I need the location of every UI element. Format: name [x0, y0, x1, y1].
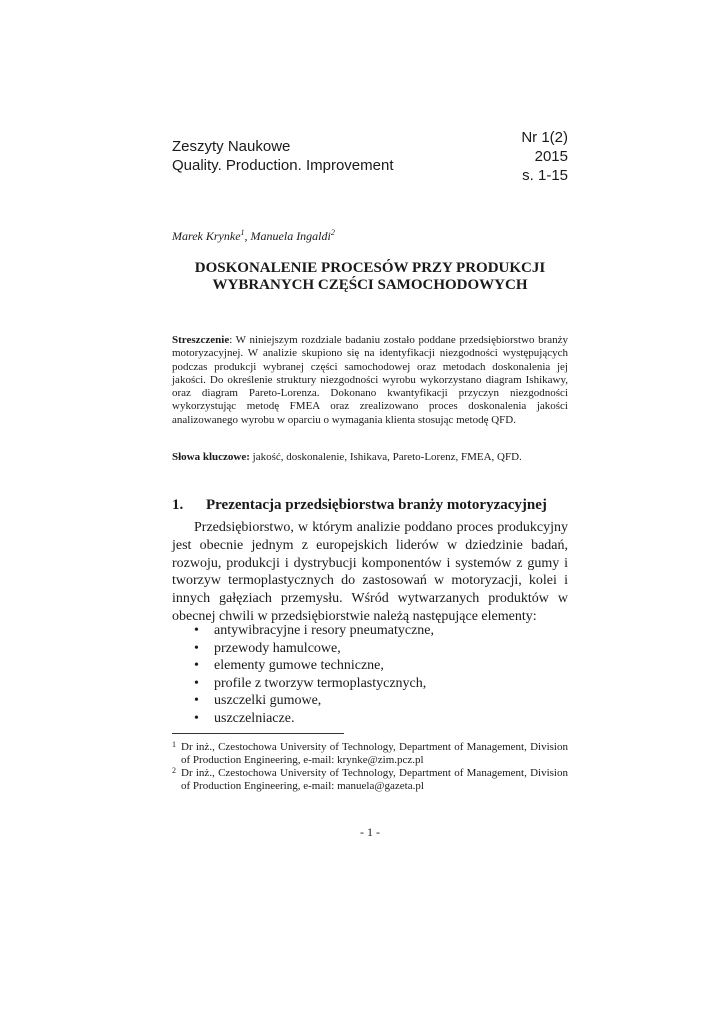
- issue-year: 2015: [534, 148, 568, 165]
- footnote-2: [172, 767, 568, 793]
- footnote-1-text: Dr inż., Czestochowa University of Technology, Department of Management, Division of Production Engineering, e-mail: krynke@zim.pcz.pl: [181, 741, 568, 766]
- section-number: 1.: [172, 497, 184, 513]
- title-line2: WYBRANYCH CZĘŚCI SAMOCHODOWYCH: [212, 277, 528, 293]
- page-number: - 1 -: [360, 825, 380, 839]
- list-item: • antywibracyjne i resory pneumatyczne,: [192, 622, 434, 640]
- section-heading: [172, 497, 547, 514]
- footnote-2-mark: 2: [172, 766, 176, 775]
- keywords: [172, 451, 568, 464]
- author-2: Manuela Ingaldi: [250, 229, 331, 243]
- footnote-1: [172, 741, 568, 767]
- abstract-label: Streszczenie: [172, 334, 230, 346]
- author-1: Marek Krynke: [172, 229, 241, 243]
- body-paragraph: Przedsiębiorstwo, w którym analizie poddano proces produkcyjny jest obecnie jednym z europejskich liderów w dziedzinie badań, rozwoju, produkcji i dystrybucji komponentów i systemów z gumy i tworzyw termoplastycznych do zastosowań w motoryzacji, kolei i innych gałęziach przemysłu. Wśród wytwarzanych produktów w obecnej chwili w przedsiębiorstwie należą następujące elementy:: [172, 520, 568, 624]
- footnote-1-mark: 1: [172, 740, 176, 749]
- list-item: • profile z tworzyw termoplastycznych,: [192, 675, 434, 693]
- author-2-mark: 2: [330, 228, 335, 237]
- issue-info: [440, 128, 568, 185]
- issue-number: Nr 1(2): [521, 129, 568, 146]
- journal-name-line2: Quality. Production. Improvement: [172, 157, 394, 174]
- list-item: • elementy gumowe techniczne,: [192, 657, 434, 675]
- page-range: s. 1-15: [522, 167, 568, 184]
- author-1-mark: 1: [240, 228, 245, 237]
- abstract-text: : W niniejszym rozdziale badaniu zostało poddane przedsiębiorstwo branży motoryzacyjnej. W analizie skupiono się na identyfikacji niezgodności występujących podczas produkcji wybranej części samochodowej oraz metodach doskonalenia jej jakości. Do określenie struktury niezgodności wyrobu wykorzystano diagram Ishikawy, oraz diagram Pareto-Lorenza. Dokonano kwantyfikacji przyczyn niezgodności wykorzystując metodę FMEA oraz zrealizowano proces doskonalenia jakości analizowanego wyrobu w oparciu o wymagania klienta stosując metodę QFD.: [172, 334, 568, 426]
- list-item: • uszczelki gumowe,: [192, 692, 434, 710]
- list-item: • uszczelniacze.: [192, 710, 434, 728]
- author-separator: ,: [244, 229, 251, 243]
- product-list: [192, 622, 434, 727]
- keywords-text: jakość, doskonalenie, Ishikava, Pareto-Lorenz, FMEA, QFD.: [249, 451, 522, 463]
- paper-title: [172, 260, 568, 294]
- list-item: • przewody hamulcowe,: [192, 640, 434, 658]
- footnote-separator: [172, 733, 344, 734]
- abstract: [172, 334, 568, 427]
- journal-name: [172, 137, 393, 175]
- title-line1: DOSKONALENIE PROCESÓW PRZY PRODUKCJI: [194, 260, 546, 276]
- footnote-2-text: Dr inż., Czestochowa University of Technology, Department of Management, Division of Production Engineering, e-mail: manuela@gazeta.pl: [181, 767, 568, 792]
- section-title: Prezentacja przedsiębiorstwa branży motoryzacyjnej: [206, 497, 547, 513]
- author-line: [172, 228, 335, 244]
- journal-name-line1: Zeszyty Naukowe: [172, 138, 291, 155]
- keywords-label: Słowa kluczowe:: [172, 451, 250, 463]
